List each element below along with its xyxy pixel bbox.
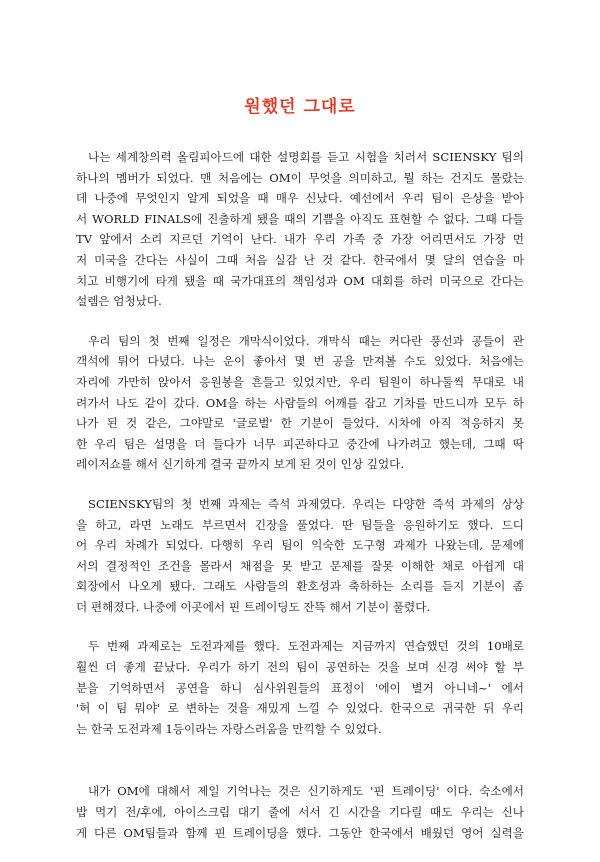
- text-line: 훨씬 더 좋게 끝났다. 우리가 하기 전의 팀이 공연하는 것을 보며 신경 써야 할 부: [76, 660, 524, 675]
- text-line: 한 우리 팀은 설명을 더 들다가 너무 피곤하다고 중간에 나가려고 했는데, 그때 딱: [76, 436, 524, 451]
- text-line: 나가 된 것 같은, 그야말로 '글로벌' 한 기분이 들었다. 시차에 아직 적응하지 못: [76, 416, 524, 431]
- text-line: 회장에서 나오게 됐다. 그래도 사람들의 환호성과 축하하는 소리를 듣지 기분이 좀: [76, 579, 524, 594]
- text-line: 밥 먹기 전/후에, 아이스크림 대기 줄에 서서 긴 시간을 기다릴 때도 우리는 신나: [76, 805, 524, 820]
- text-line: 서 WORLD FINALS에 진출하게 됐을 때의 기쁨을 아직도 표현할 수 없다. 그때 다들: [76, 211, 524, 226]
- paragraph-5: [76, 781, 524, 843]
- text-line: 어 우리 차례가 되었다. 다행히 우리 팀이 익숙한 도구형 과제가 나왔는데, 문제에: [76, 538, 524, 553]
- text-line: 더 편해졌다. 나중에 이곳에서 핀 트레이딩도 잔뜩 해서 기분이 풀렸다.: [76, 599, 431, 614]
- text-line: 저 미국을 간다는 사실이 그때 처음 실감 난 것 같다. 한국에서 몇 달의 연습을 마: [76, 252, 524, 267]
- text-line: 서의 결정적인 조건을 몰라서 채점을 못 받고 문제를 잘못 이해한 채로 아쉽게 대: [76, 558, 524, 573]
- text-line: 는 한국 도전과제 1등이라는 자랑스러움을 만끽할 수 있었다.: [76, 721, 382, 736]
- text-line: 분을 기억하면서 공연을 하니 심사위원들의 표정이 '에이 별거 아니네~' 에서: [76, 680, 524, 695]
- paragraph-3: [76, 494, 524, 618]
- text-line: 자리에 가만히 앉아서 응원봉을 흔들고 있었지만, 우리 팀원이 하나둘씩 무대로 내: [76, 374, 524, 389]
- text-line: 데 나중에 무엇인지 알게 되었을 때 매우 신났다. 예선에서 우리 팀이 은상을 받아: [76, 191, 524, 206]
- paragraph-4: [76, 636, 524, 739]
- paragraph-2: [76, 331, 524, 475]
- text-line: TV 앞에서 소리 지르던 기억이 난다. 내가 우리 가족 중 가장 어리면서도 가장 먼: [76, 232, 524, 247]
- text-line: 설렘은 엄청났다.: [76, 294, 162, 309]
- text-line: 객석에 튀어 다녔다. 나는 운이 좋아서 몇 번 공을 만져볼 수도 있었다. 처음에는: [76, 354, 524, 369]
- text-line: 레이저쇼를 해서 신기하게 결국 끝까지 보게 된 것이 인상 깊었다.: [76, 457, 405, 472]
- document-body: [76, 147, 524, 862]
- text-line: 치고 비행기에 타게 됐을 때 국가대표의 책임성과 OM 대회를 하러 미국으로 간다는: [76, 273, 524, 288]
- document-title: 원했던 그대로: [244, 97, 356, 117]
- text-line: 게 다른 OM팀들과 함께 핀 트레이딩을 했다. 그동안 한국에서 배웠던 영어 실력을: [76, 825, 524, 840]
- text-line: 려가서 나도 같이 갔다. OM을 하는 사람들의 어깨를 잡고 기차를 만드니까 모두 하: [76, 395, 524, 410]
- text-line: 두 번째 과제로는 도전과제를 했다. 도전과제는 지금까지 연습했던 것의 10배로: [88, 639, 524, 654]
- text-line: 하나의 멤버가 되었다. 맨 처음에는 OM이 무엇을 의미하고, 뭘 하는 건지도 몰랐는: [76, 170, 524, 185]
- paragraph-1: [76, 147, 524, 312]
- text-line: 우리 팀의 첫 번째 일정은 개막식이었다. 개막식 때는 커다란 풍선과 공들이 관: [88, 333, 524, 348]
- text-line: 을 하고, 라면 노래도 부르면서 긴장을 풀었다. 딴 팀들을 응원하기도 했다. 드디: [76, 517, 524, 532]
- text-line: 나는 세계창의력 올림피아드에 대한 설명회를 듣고 시험을 치러서 SCIENSKY 팀의: [88, 150, 524, 164]
- text-line: 내가 OM에 대해서 제일 기억나는 것은 신기하게도 '핀 트레이딩' 이다. 숙소에서: [88, 784, 524, 799]
- text-line: SCIENSKY팀의 첫 번째 과제는 즉석 과제였다. 우리는 다양한 즉석 과제의 상상: [88, 496, 524, 511]
- text-line: '허 이 팀 뭐야' 로 변하는 것을 재밌게 느낄 수 있었다. 한국으로 귀국한 뒤 우리: [76, 701, 524, 716]
